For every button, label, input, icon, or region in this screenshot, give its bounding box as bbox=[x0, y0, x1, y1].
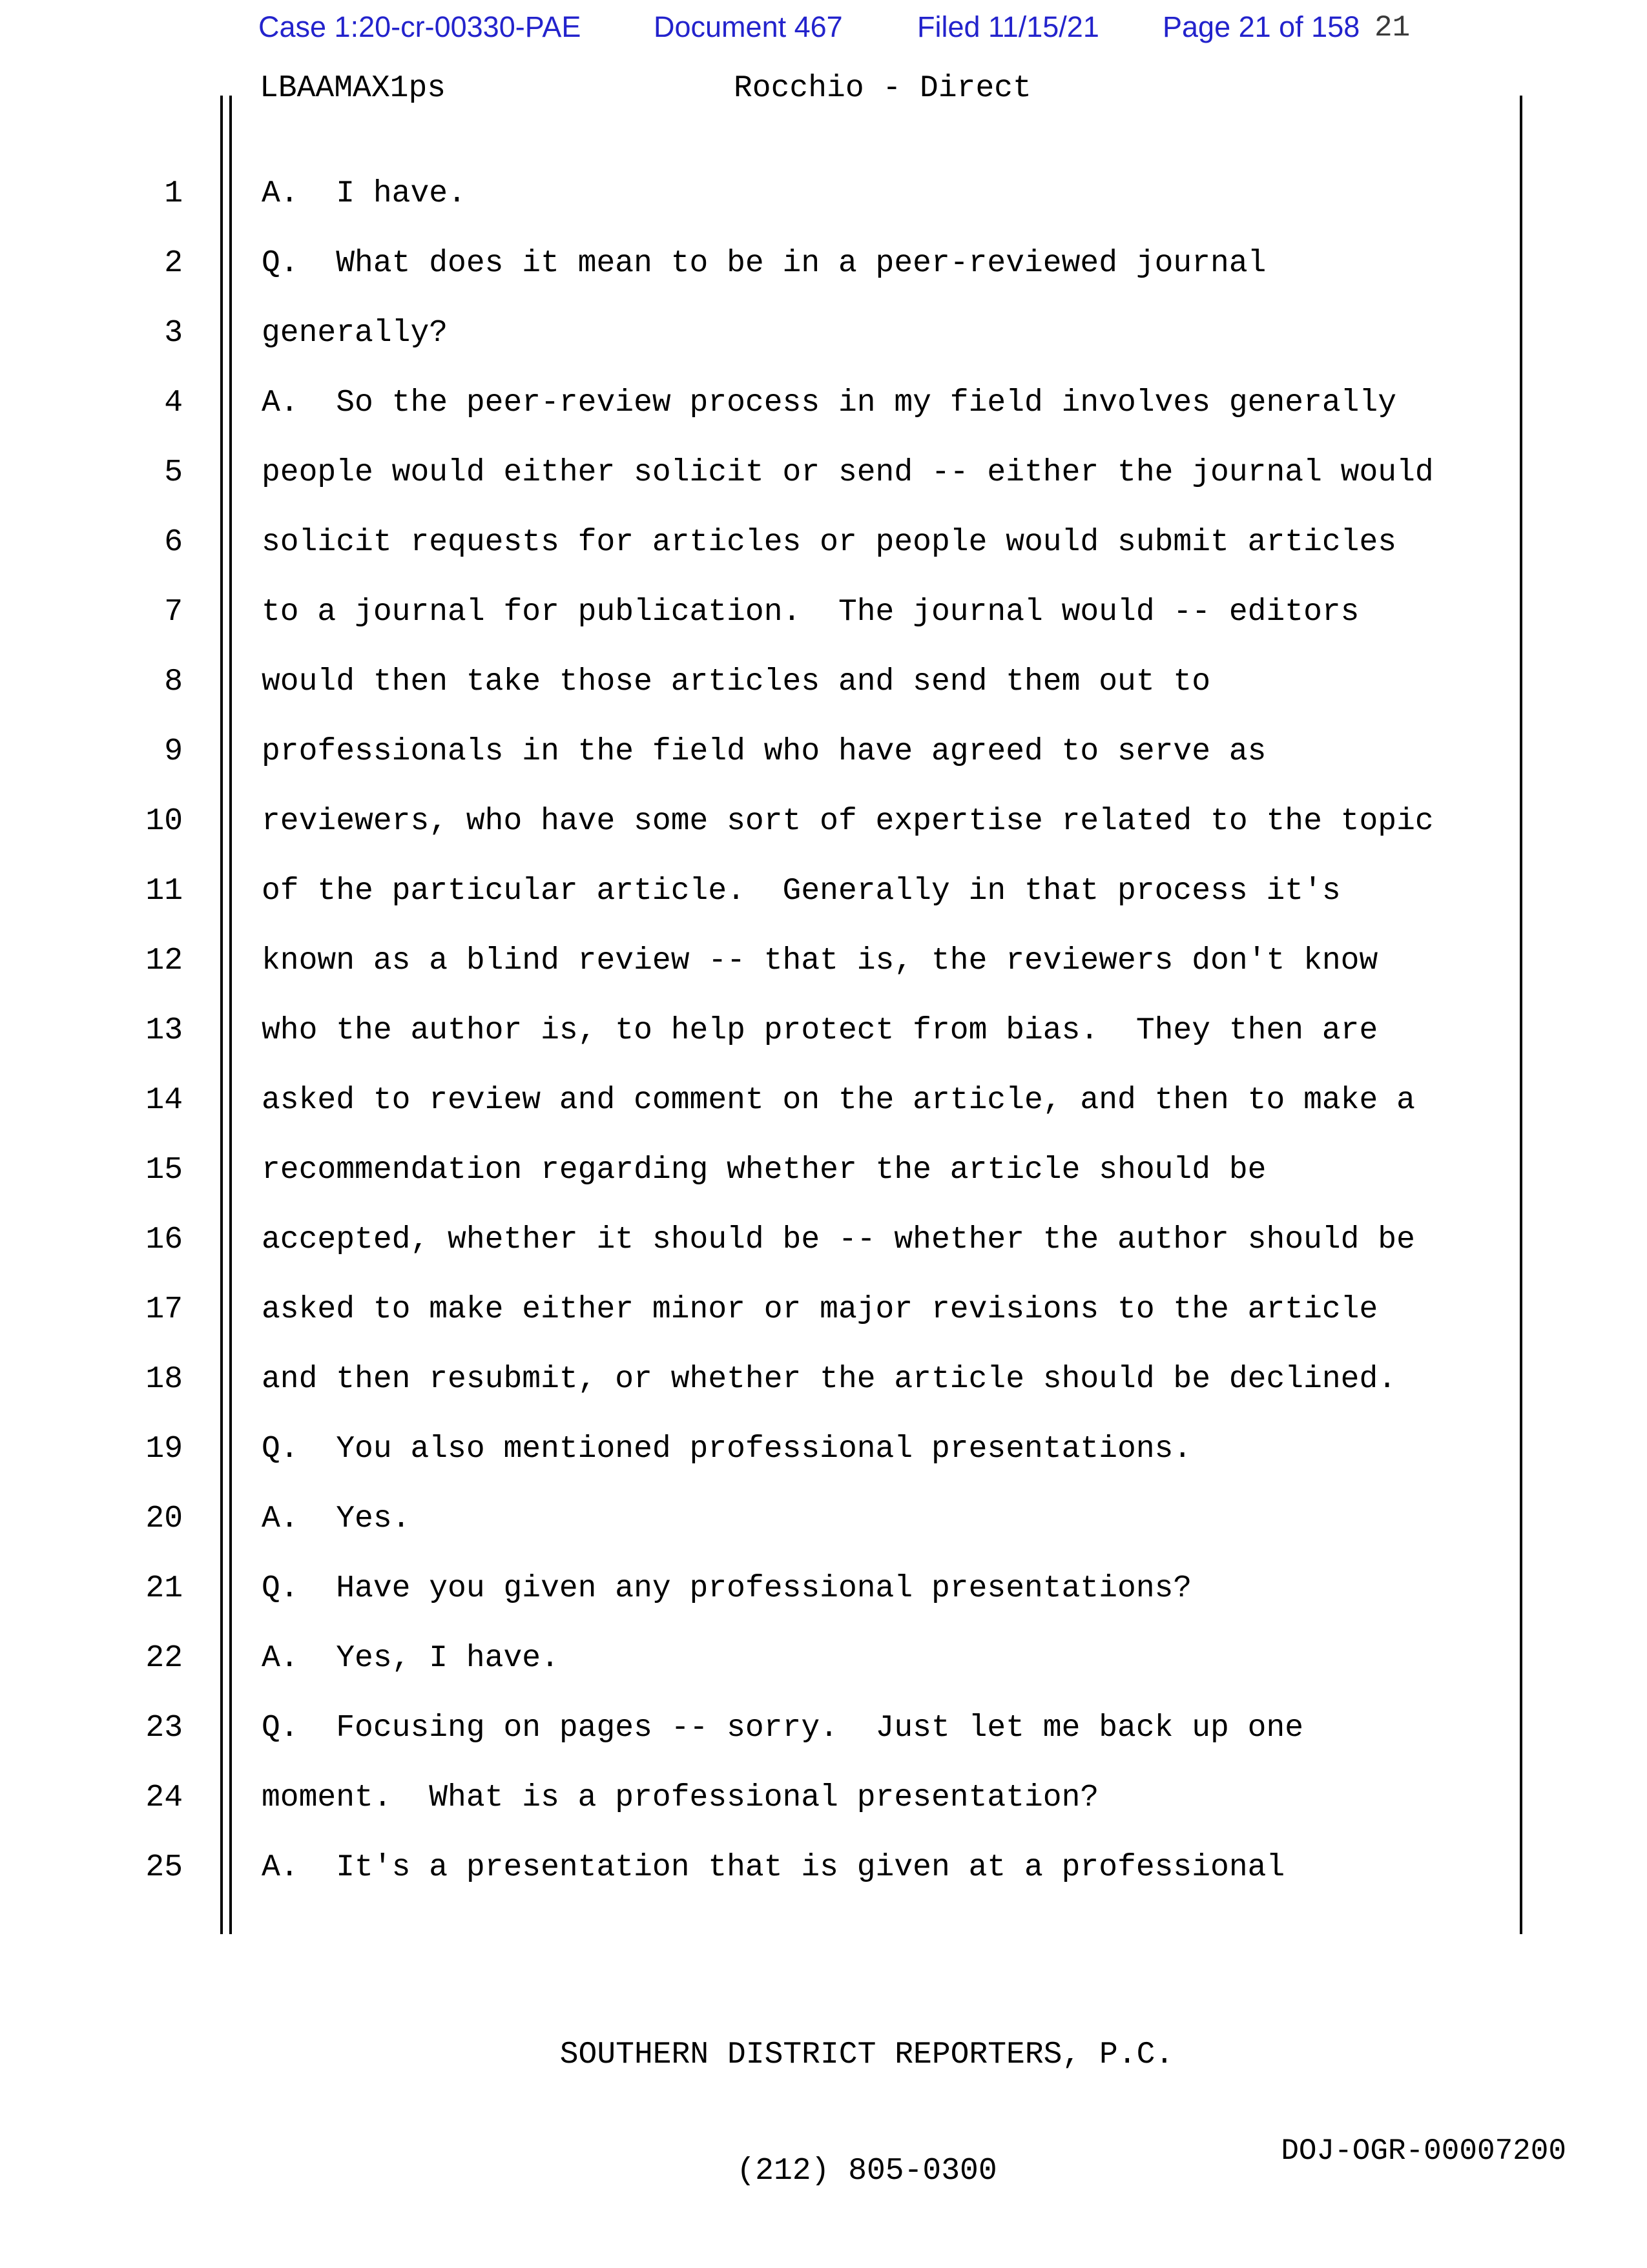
transcript-line: asked to make either minor or major revisions to the article bbox=[262, 1292, 1378, 1327]
session-id: LBAAMAX1ps bbox=[260, 71, 446, 106]
examination-title: Rocchio - Direct bbox=[734, 71, 1031, 106]
transcript-line: recommendation regarding whether the article should be bbox=[262, 1153, 1267, 1188]
stamp-document-number: Document 467 bbox=[654, 10, 843, 43]
line-number: 12 bbox=[145, 943, 183, 978]
transcript-line: of the particular article. Generally in that process it's bbox=[262, 874, 1341, 909]
line-number: 15 bbox=[145, 1153, 183, 1188]
transcript-line: A. It's a presentation that is given at a professional bbox=[262, 1850, 1285, 1885]
line-number: 18 bbox=[145, 1362, 183, 1397]
line-number: 2 bbox=[164, 246, 183, 281]
transcript-line: A. Yes, I have. bbox=[262, 1641, 559, 1676]
transcript-line: and then resubmit, or whether the article should be declined. bbox=[262, 1362, 1397, 1397]
line-number: 4 bbox=[164, 386, 183, 420]
transcript-line: professionals in the field who have agreed to serve as bbox=[262, 734, 1267, 769]
left-margin-rule-outer bbox=[220, 96, 223, 1934]
transcript-line: who the author is, to help protect from bias. They then are bbox=[262, 1013, 1378, 1048]
transcript-page-number: 21 bbox=[1374, 11, 1411, 45]
line-number: 1 bbox=[164, 176, 183, 211]
line-number: 24 bbox=[145, 1780, 183, 1815]
transcript-line: Q. What does it mean to be in a peer-reviewed journal bbox=[262, 246, 1267, 281]
reporter-footer bbox=[221, 1958, 1513, 2268]
bates-number: DOJ-OGR-00007200 bbox=[1281, 2134, 1566, 2168]
line-number: 8 bbox=[164, 665, 183, 699]
transcript-line: generally? bbox=[262, 316, 448, 351]
transcript-line: A. I have. bbox=[262, 176, 466, 211]
transcript-line: would then take those articles and send them out to bbox=[262, 665, 1211, 699]
transcript-text-column bbox=[262, 159, 1515, 1902]
line-number: 22 bbox=[145, 1641, 183, 1676]
line-number: 16 bbox=[145, 1222, 183, 1257]
left-margin-rule-inner bbox=[229, 96, 232, 1934]
line-number: 19 bbox=[145, 1432, 183, 1467]
reporter-name: SOUTHERN DISTRICT REPORTERS, P.C. bbox=[559, 2037, 1174, 2072]
line-number: 21 bbox=[145, 1571, 183, 1606]
transcript-line: solicit requests for articles or people would submit articles bbox=[262, 525, 1397, 560]
transcript-line: asked to review and comment on the article, and then to make a bbox=[262, 1083, 1415, 1118]
stamp-filed-date: Filed 11/15/21 bbox=[917, 10, 1099, 43]
stamp-page-of: Page 21 of 158 bbox=[1163, 10, 1360, 43]
transcript-line: to a journal for publication. The journal would -- editors bbox=[262, 595, 1360, 630]
line-number: 20 bbox=[145, 1501, 183, 1536]
line-number: 6 bbox=[164, 525, 183, 560]
reporter-phone: (212) 805-0300 bbox=[736, 2154, 997, 2189]
transcript-line: A. Yes. bbox=[262, 1501, 411, 1536]
right-margin-rule bbox=[1520, 96, 1522, 1934]
transcript-line: Q. Focusing on pages -- sorry. Just let me back up one bbox=[262, 1711, 1304, 1746]
transcript-line: Q. Have you given any professional presentations? bbox=[262, 1571, 1192, 1606]
line-number: 11 bbox=[145, 874, 183, 909]
transcript-line: moment. What is a professional presentation? bbox=[262, 1780, 1099, 1815]
transcript-line: reviewers, who have some sort of expertise related to the topic bbox=[262, 804, 1434, 839]
line-number: 3 bbox=[164, 316, 183, 351]
line-number: 7 bbox=[164, 595, 183, 630]
line-number: 23 bbox=[145, 1711, 183, 1746]
stamp-case-number: Case 1:20-cr-00330-PAE bbox=[258, 10, 581, 43]
line-number: 13 bbox=[145, 1013, 183, 1048]
transcript-line: accepted, whether it should be -- whether the author should be bbox=[262, 1222, 1415, 1257]
transcript-line: A. So the peer-review process in my field involves generally bbox=[262, 386, 1397, 420]
transcript-line: people would either solicit or send -- either the journal would bbox=[262, 455, 1434, 490]
transcript-line: known as a blind review -- that is, the reviewers don't know bbox=[262, 943, 1378, 978]
line-number: 5 bbox=[164, 455, 183, 490]
line-numbers-column bbox=[0, 159, 183, 1902]
line-number: 14 bbox=[145, 1083, 183, 1118]
line-number: 10 bbox=[145, 804, 183, 839]
line-number: 17 bbox=[145, 1292, 183, 1327]
transcript-line: Q. You also mentioned professional presentations. bbox=[262, 1432, 1192, 1467]
line-number: 9 bbox=[164, 734, 183, 769]
line-number: 25 bbox=[145, 1850, 183, 1885]
